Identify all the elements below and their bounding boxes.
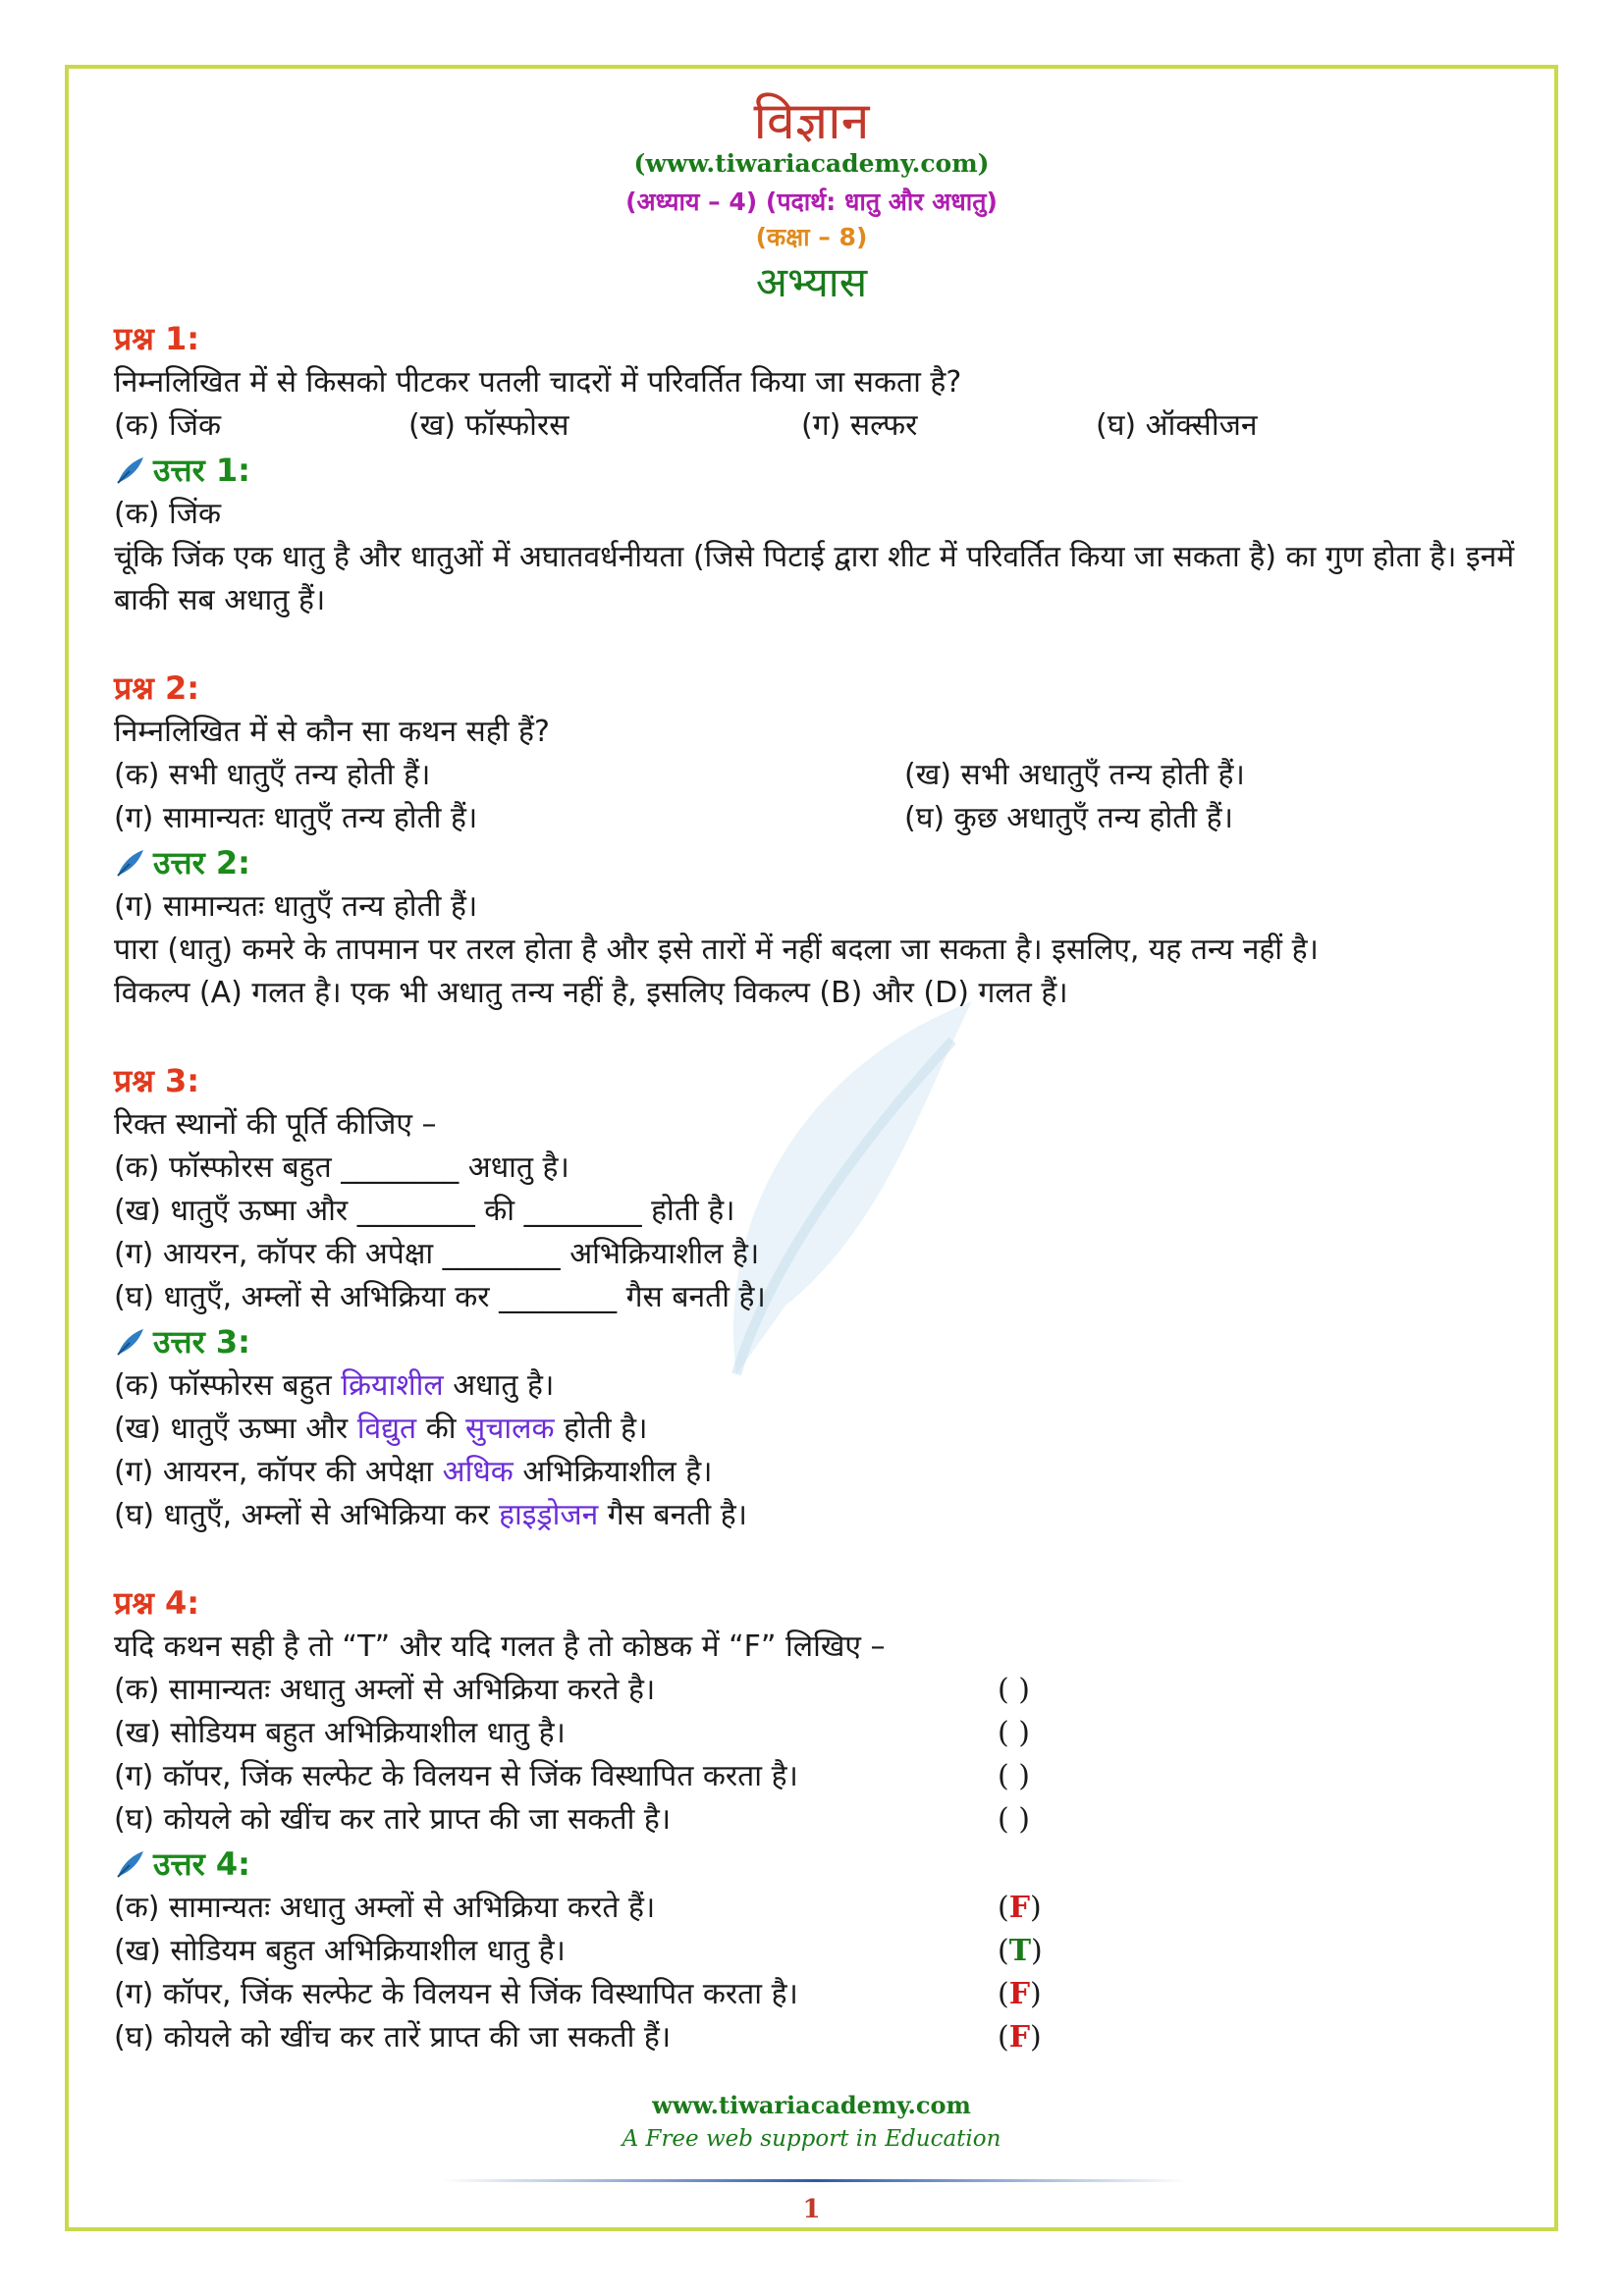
answer-1-heading: उत्तर 1:: [114, 448, 1528, 493]
answer-row: (ख) सोडियम बहुत अभिक्रियाशील धातु है। (T): [114, 1934, 1043, 1968]
quill-icon: [114, 1325, 147, 1359]
quill-icon: [114, 1847, 147, 1881]
answer-row: (क) सामान्यतः अधातु अम्लों से अभिक्रिया करते हैं। (F): [114, 1891, 1042, 1925]
question-2-heading: प्रश्न 2:: [114, 669, 200, 707]
chapter-label: (अध्याय – 4) (पदार्थ: धातु और अधातु): [625, 187, 998, 216]
empty-bracket: ( ): [998, 1759, 1030, 1793]
option-d: (घ) कुछ अधातुएँ तन्य होती हैं।: [904, 801, 1233, 835]
answer-3-b: (ख) धातुएँ ऊष्मा और विद्युत की सुचालक होती है।: [114, 1412, 648, 1446]
content: [114, 316, 1528, 2059]
filled-answer: हाइड्रोजन: [499, 1498, 599, 1532]
statement-row: (ख) सोडियम बहुत अभिक्रियाशील धातु है। ( ): [114, 1712, 1528, 1755]
option-a: (क) जिंक: [114, 408, 222, 443]
answer-3-heading: उत्तर 3:: [114, 1319, 1528, 1364]
question-3-heading: प्रश्न 3:: [114, 1062, 200, 1099]
question-4-text: यदि कथन सही है तो “T” और यदि गलत है तो कोष्ठक में “F” लिखिए –: [114, 1629, 886, 1664]
answer-2-explanation-2: विकल्प (A) गलत है। एक भी अधातु तन्य नहीं है, इसलिए विकल्प (B) और (D) गलत हैं।: [114, 976, 1068, 1010]
option-a: (क) सभी धातुएँ तन्य होती हैं।: [114, 758, 431, 792]
blank-b: (ख) धातुएँ ऊष्मा और ________ की ________ होती है।: [114, 1194, 735, 1228]
blank-c: (ग) आयरन, कॉपर की अपेक्षा ________ अभिक्रियाशील है।: [114, 1237, 760, 1271]
option-b: (ख) सभी अधातुएँ तन्य होती हैं।: [904, 758, 1245, 792]
question-1-heading: प्रश्न 1:: [114, 320, 200, 357]
answer-3-a: (क) फॉस्फोरस बहुत क्रियाशील अधातु है।: [114, 1368, 555, 1403]
option-c: (ग) सामान्यतः धातुएँ तन्य होती हैं।: [114, 801, 478, 835]
empty-bracket: ( ): [998, 1716, 1030, 1750]
exercise-heading: अभ्यास: [755, 258, 868, 306]
question-1-text: निम्नलिखित में से किसको पीटकर पतली चादरों में परिवर्तित किया जा सकता है?: [114, 365, 962, 400]
filled-answer: अधिक: [442, 1455, 514, 1489]
option-b: (ख) फॉस्फोरस: [408, 408, 569, 443]
answer-3-d: (घ) धातुएँ, अम्लों से अभिक्रिया कर हाइड्रोजन गैस बनती है।: [114, 1498, 747, 1532]
empty-bracket: ( ): [998, 1802, 1030, 1837]
footer-divider: [442, 2179, 1188, 2182]
statement-row: (क) सामान्यतः अधातु अम्लों से अभिक्रिया करते है। ( ): [114, 1669, 1528, 1712]
header-url: (www.tiwariacademy.com): [633, 149, 990, 178]
answer-2-heading: उत्तर 2:: [114, 840, 1528, 885]
page-number: 1: [802, 2195, 821, 2224]
answer-1-explanation: चूंकि जिंक एक धातु है और धातुओं में अघातवर्धनीयता (जिसे पिटाई द्वारा शीट में परिवर्तित किया जा सकता है) का गुण होता है। इनमें बाकी सब अधातु हैं।: [114, 540, 1515, 617]
answer-3-c: (ग) आयरन, कॉपर की अपेक्षा अधिक अभिक्रियाशील है।: [114, 1455, 713, 1489]
question-3-text: रिक्त स्थानों की पूर्ति कीजिए –: [114, 1107, 437, 1142]
answer-4-heading: उत्तर 4:: [114, 1842, 1528, 1887]
filled-answer: क्रियाशील: [341, 1368, 444, 1403]
quill-icon: [114, 454, 147, 487]
question-2-text: निम्नलिखित में से कौन सा कथन सही हैं?: [114, 715, 550, 749]
filled-answer: विद्युत: [356, 1412, 417, 1446]
answer-1-choice: (क) जिंक: [114, 497, 222, 531]
quill-icon: [114, 846, 147, 880]
class-label: (कक्षा – 8): [755, 223, 868, 251]
question-1-options: [114, 404, 1528, 448]
answer-row: (ग) कॉपर, जिंक सल्फेट के विलयन से जिंक विस्थापित करता है। (F): [114, 1977, 1042, 2011]
true-mark: T: [1008, 1934, 1032, 1968]
false-mark: F: [1008, 1977, 1031, 2011]
question-4-heading: प्रश्न 4:: [114, 1584, 200, 1622]
option-d: (घ) ऑक्सीजन: [1096, 408, 1258, 443]
answer-row: (घ) कोयले को खींच कर तारें प्राप्त की जा सकती हैं। (F): [114, 2020, 1042, 2055]
page-title: विज्ञान: [753, 92, 870, 151]
option-c: (ग) सल्फर: [801, 408, 918, 443]
statement-row: (घ) कोयले को खींच कर तारे प्राप्त की जा सकती है। ( ): [114, 1798, 1528, 1842]
answer-2-explanation-1: पारा (धातु) कमरे के तापमान पर तरल होता है और इसे तारों में नहीं बदला जा सकता है। इसलिए, यह तन्य नहीं है।: [114, 933, 1319, 967]
blank-d: (घ) धातुएँ, अम्लों से अभिक्रिया कर ________ गैस बनती है।: [114, 1280, 766, 1314]
statement-row: (ग) कॉपर, जिंक सल्फेट के विलयन से जिंक विस्थापित करता है। ( ): [114, 1755, 1528, 1798]
blank-a: (क) फॉस्फोरस बहुत ________ अधातु है।: [114, 1150, 569, 1185]
footer-url[interactable]: www.tiwariacademy.com: [652, 2091, 971, 2119]
false-mark: F: [1008, 2020, 1031, 2055]
footer-tagline: A Free web support in Education: [622, 2126, 1001, 2152]
empty-bracket: ( ): [998, 1673, 1030, 1707]
false-mark: F: [1008, 1891, 1031, 1925]
answer-2-choice: (ग) सामान्यतः धातुएँ तन्य होती हैं।: [114, 889, 478, 924]
filled-answer: सुचालक: [465, 1412, 555, 1446]
